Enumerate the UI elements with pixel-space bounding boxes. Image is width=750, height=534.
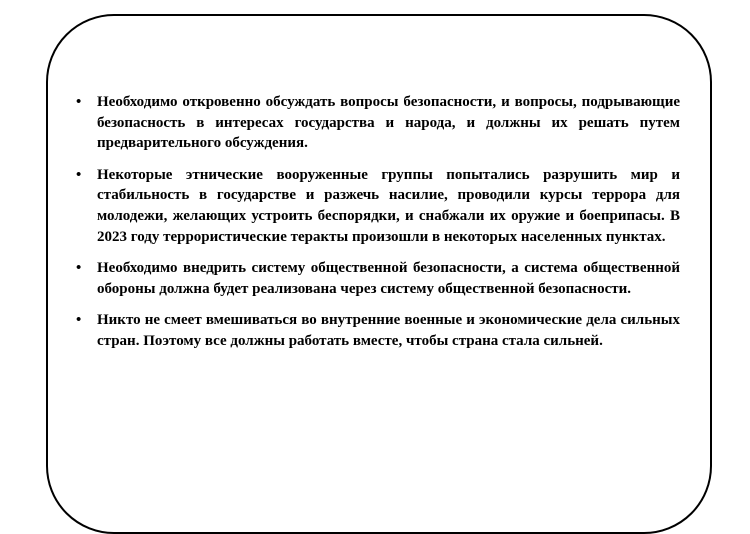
bullet-text: Необходимо внедрить систему общественной безопасности, а система общественной обороны должна будет реализована через систему общественной безопасности. [97,260,680,297]
bullet-text: Никто не смеет вмешиваться во внутренние военные и экономические дела сильных стран. Поэтому все должны работать вместе, чтобы страна стала сильней. [97,312,680,349]
bullet-item-1 [76,92,680,154]
bullet-dot-icon: • [76,312,82,329]
bullet-item-3 [76,258,680,299]
bullet-item-2 [76,165,680,247]
bullet-dot-icon: • [76,166,82,183]
bullet-text: Необходимо откровенно обсуждать вопросы безопасности, и вопросы, подрывающие безопасность в интересах государства и народа, и должны их решать путем предварительного обсуждения. [97,94,680,152]
bullet-dot-icon: • [76,260,82,277]
bullet-list [76,92,680,363]
bullet-item-4 [76,310,680,351]
bullet-dot-icon: • [76,94,82,110]
bullet-text: Некоторые этнические вооруженные группы попытались разрушить мир и стабильность в государстве и разжечь насилие, проводили курсы террора для молодежи, желающих устроить беспорядки, и снабжали их оружие и боеприпасы. В 2023 году террористические теракты произошли в некоторых населенных пунктах. [97,166,680,245]
